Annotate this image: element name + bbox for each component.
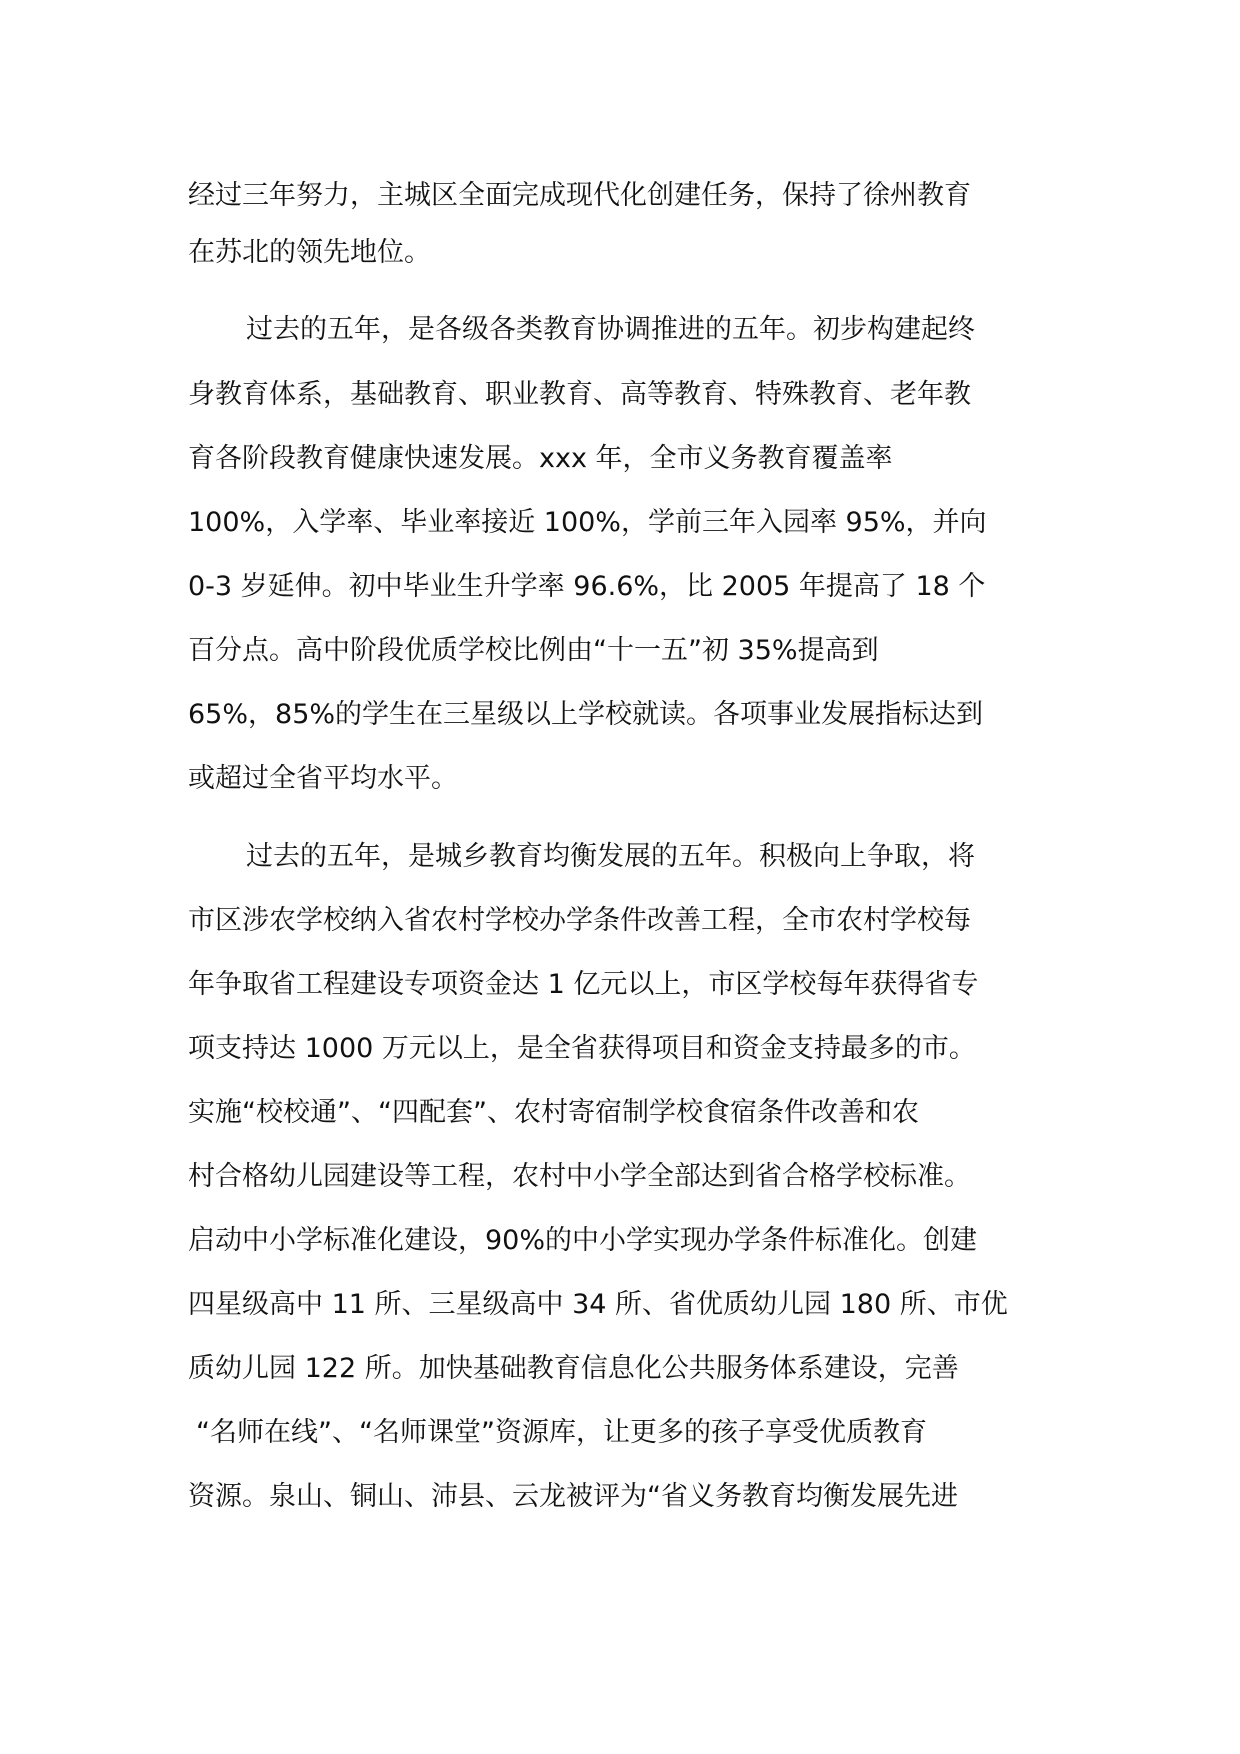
text-line: 市区涉农学校纳入省农村学校办学条件改善工程，全市农村学校每 <box>188 905 971 936</box>
text-line: 在苏北的领先地位。 <box>188 237 431 268</box>
text-line: 或超过全省平均水平。 <box>188 763 458 794</box>
text-line: 0-3 岁延伸。初中毕业生升学率 96.6%，比 2005 年提高了 18 个 <box>188 571 986 602</box>
text-line: 四星级高中 11 所、三星级高中 34 所、省优质幼儿园 180 所、市优 <box>188 1289 1008 1320</box>
text-line: 经过三年努力，主城区全面完成现代化创建任务，保持了徐州教育 <box>188 180 971 211</box>
text-line: 资源。泉山、铜山、沛县、云龙被评为“省义务教育均衡发展先进 <box>188 1481 958 1512</box>
text-line: 启动中小学标准化建设，90%的中小学实现办学条件标准化。创建 <box>188 1225 978 1256</box>
text-line: 实施“校校通”、“四配套”、农村寄宿制学校食宿条件改善和农 <box>188 1097 919 1128</box>
text-line: 育各阶段教育健康快速发展。xxx 年，全市义务教育覆盖率 <box>188 443 893 474</box>
text-line: 年争取省工程建设专项资金达 1 亿元以上，市区学校每年获得省专 <box>188 969 979 1000</box>
text-line: 100%，入学率、毕业率接近 100%，学前三年入园率 95%，并向 <box>188 507 987 538</box>
text-line: 百分点。高中阶段优质学校比例由“十一五”初 35%提高到 <box>188 635 879 666</box>
text-line: 65%，85%的学生在三星级以上学校就读。各项事业发展指标达到 <box>188 699 984 730</box>
text-line: 质幼儿园 122 所。加快基础教育信息化公共服务体系建设，完善 <box>188 1353 959 1384</box>
text-line: 村合格幼儿园建设等工程，农村中小学全部达到省合格学校标准。 <box>188 1161 971 1192</box>
text-line: “名师在线”、“名师课堂”资源库，让更多的孩子享受优质教育 <box>196 1417 927 1448</box>
paragraph-first-line: 过去的五年，是城乡教育均衡发展的五年。积极向上争取，将 <box>246 841 975 872</box>
paragraph-first-line: 过去的五年，是各级各类教育协调推进的五年。初步构建起终 <box>246 314 975 345</box>
text-line: 项支持达 1000 万元以上，是全省获得项目和资金支持最多的市。 <box>188 1033 976 1064</box>
text-line: 身教育体系，基础教育、职业教育、高等教育、特殊教育、老年教 <box>188 379 971 410</box>
